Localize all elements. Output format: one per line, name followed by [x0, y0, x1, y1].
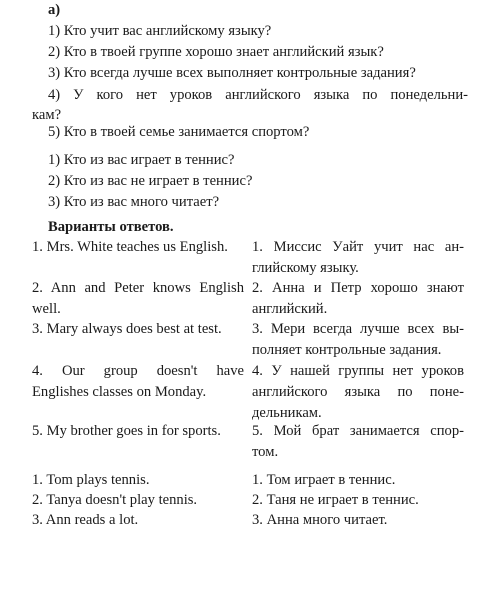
answer-en-4-line-2: Englishes classes on Monday. [32, 384, 207, 400]
answer-ru-3 [252, 319, 464, 361]
answer-ru-1-line-2: глийскому языку. [252, 260, 359, 276]
answer-ru-3-line-2: полняет контрольные задания. [252, 342, 442, 358]
answer-ru-4-line-3: дельникам. [252, 405, 322, 421]
answer-en-2-line-2: well. [32, 301, 61, 317]
answer-ru-4-line-2: английского языка по поне- [252, 384, 464, 400]
question-4 [32, 85, 468, 125]
answer-en-4 [32, 361, 244, 403]
answer-ru-5-line-1: 5. Мой брат занимается спор- [252, 423, 464, 439]
answer-ru-b2: 2. Таня не играет в теннис. [252, 492, 419, 508]
answer-en-2 [32, 278, 244, 320]
answer-en-1: 1. Mrs. White teaches us English. [32, 239, 228, 255]
answer-ru-4 [252, 361, 464, 424]
question-3: 3) Кто всегда лучше всех выполняет контрольные задания? [48, 65, 416, 81]
answer-en-5: 5. My brother goes in for sports. [32, 423, 221, 439]
answer-ru-4-line-1: 4. У нашей группы нет уроков [252, 363, 464, 379]
answer-ru-5-line-2: том. [252, 444, 279, 460]
question-4-line-1: 4) У кого нет уроков английского языка по понедельни- [48, 87, 468, 103]
question-b2: 2) Кто из вас не играет в теннис? [48, 173, 253, 189]
answer-en-b2: 2. Tanya doesn't play tennis. [32, 492, 198, 508]
answer-en-b3: 3. Ann reads a lot. [32, 512, 139, 528]
answer-ru-2 [252, 278, 464, 320]
answer-ru-3-line-1: 3. Мери всегда лучше всех вы- [252, 321, 464, 337]
answer-en-3: 3. Mary always does best at test. [32, 321, 222, 337]
question-1: 1) Кто учит вас английскому языку? [48, 23, 272, 39]
answer-en-b1: 1. Tom plays tennis. [32, 472, 150, 488]
section-label: а) [48, 2, 61, 18]
answer-ru-1 [252, 237, 464, 279]
question-4-line-2: кам? [32, 107, 62, 123]
answer-ru-2-line-1: 2. Анна и Петр хорошо знают [252, 280, 464, 296]
answers-heading: Варианты ответов. [48, 219, 174, 235]
question-5: 5) Кто в твоей семье занимается спортом? [48, 124, 310, 140]
answer-ru-b1: 1. Том играет в теннис. [252, 472, 396, 488]
question-2: 2) Кто в твоей группе хорошо знает английский язык? [48, 44, 384, 60]
answer-en-2-line-1: 2. Ann and Peter knows English [32, 280, 244, 296]
answer-ru-5 [252, 421, 464, 463]
question-b1: 1) Кто из вас играет в теннис? [48, 152, 235, 168]
answer-ru-1-line-1: 1. Миссис Уайт учит нас ан- [252, 239, 464, 255]
answer-ru-2-line-2: английский. [252, 301, 328, 317]
answer-ru-b3: 3. Анна много читает. [252, 512, 388, 528]
answer-en-4-line-1: 4. Our group doesn't have [32, 363, 244, 379]
question-b3: 3) Кто из вас много читает? [48, 194, 220, 210]
